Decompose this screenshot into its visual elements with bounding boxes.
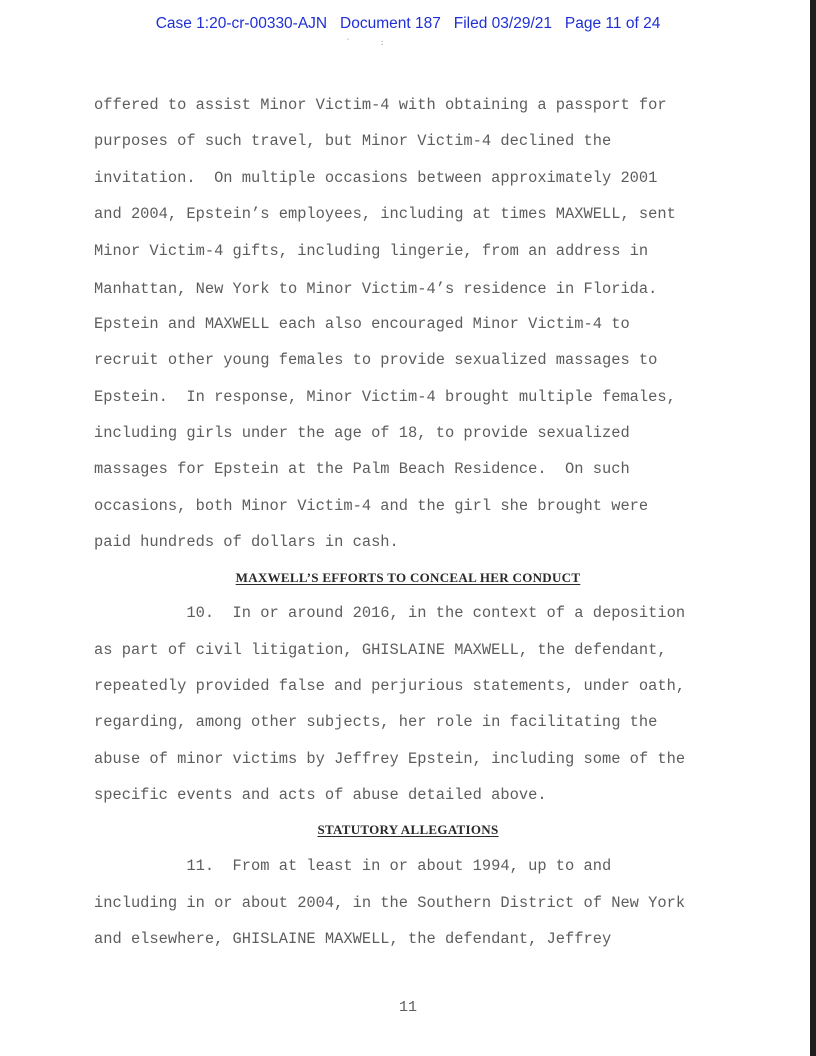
body-line: paid hundreds of dollars in cash. [94, 533, 399, 551]
body-line: repeatedly provided false and perjurious statements, under oath, [94, 677, 686, 695]
body-line: 10. In or around 2016, in the context of a deposition [94, 604, 686, 622]
scan-edge-bar [810, 0, 816, 1056]
body-line: occasions, both Minor Victim-4 and the girl she brought were [94, 497, 649, 515]
body-line: invitation. On multiple occasions between approximately 2001 [94, 169, 658, 187]
body-line: Manhattan, New York to Minor Victim-4’s residence in Florida. [94, 280, 658, 298]
body-line: including girls under the age of 18, to provide sexualized [94, 424, 630, 442]
section-heading-text: STATUTORY ALLEGATIONS [317, 822, 499, 837]
body-line: and 2004, Epstein’s employees, including at times MAXWELL, sent [94, 205, 676, 223]
body-line: purposes of such travel, but Minor Victim-4 declined the [94, 132, 612, 150]
body-line: massages for Epstein at the Palm Beach Residence. On such [94, 460, 630, 478]
body-line: abuse of minor victims by Jeffrey Epstein, including some of the [94, 750, 686, 768]
body-line: recruit other young females to provide sexualized massages to [94, 351, 658, 369]
body-line: 11. From at least in or about 1994, up to and [94, 857, 612, 875]
page-number: 11 [398, 999, 417, 1016]
body-line: Epstein and MAXWELL each also encouraged Minor Victim-4 to [94, 315, 630, 333]
body-line: as part of civil litigation, GHISLAINE MAXWELL, the defendant, [94, 641, 667, 659]
body-line: Epstein. In response, Minor Victim-4 brought multiple females, [94, 388, 676, 406]
body-line: offered to assist Minor Victim-4 with obtaining a passport for [94, 96, 667, 114]
body-line: Minor Victim-4 gifts, including lingerie, from an address in [94, 242, 649, 260]
body-line: and elsewhere, GHISLAINE MAXWELL, the defendant, Jeffrey [94, 930, 612, 948]
scan-specks: ` : [346, 38, 385, 47]
case-header: Case 1:20-cr-00330-AJN Document 187 Filed 03/29/21 Page 11 of 24 [155, 15, 661, 32]
body-line: including in or about 2004, in the Southern District of New York [94, 894, 686, 912]
body-line: specific events and acts of abuse detailed above. [94, 786, 547, 804]
section-heading-statutory [0, 822, 816, 838]
body-line: regarding, among other subjects, her role in facilitating the [94, 713, 658, 731]
section-heading-text: MAXWELL’S EFFORTS TO CONCEAL HER CONDUCT [235, 570, 581, 585]
section-heading-conceal [0, 570, 816, 586]
